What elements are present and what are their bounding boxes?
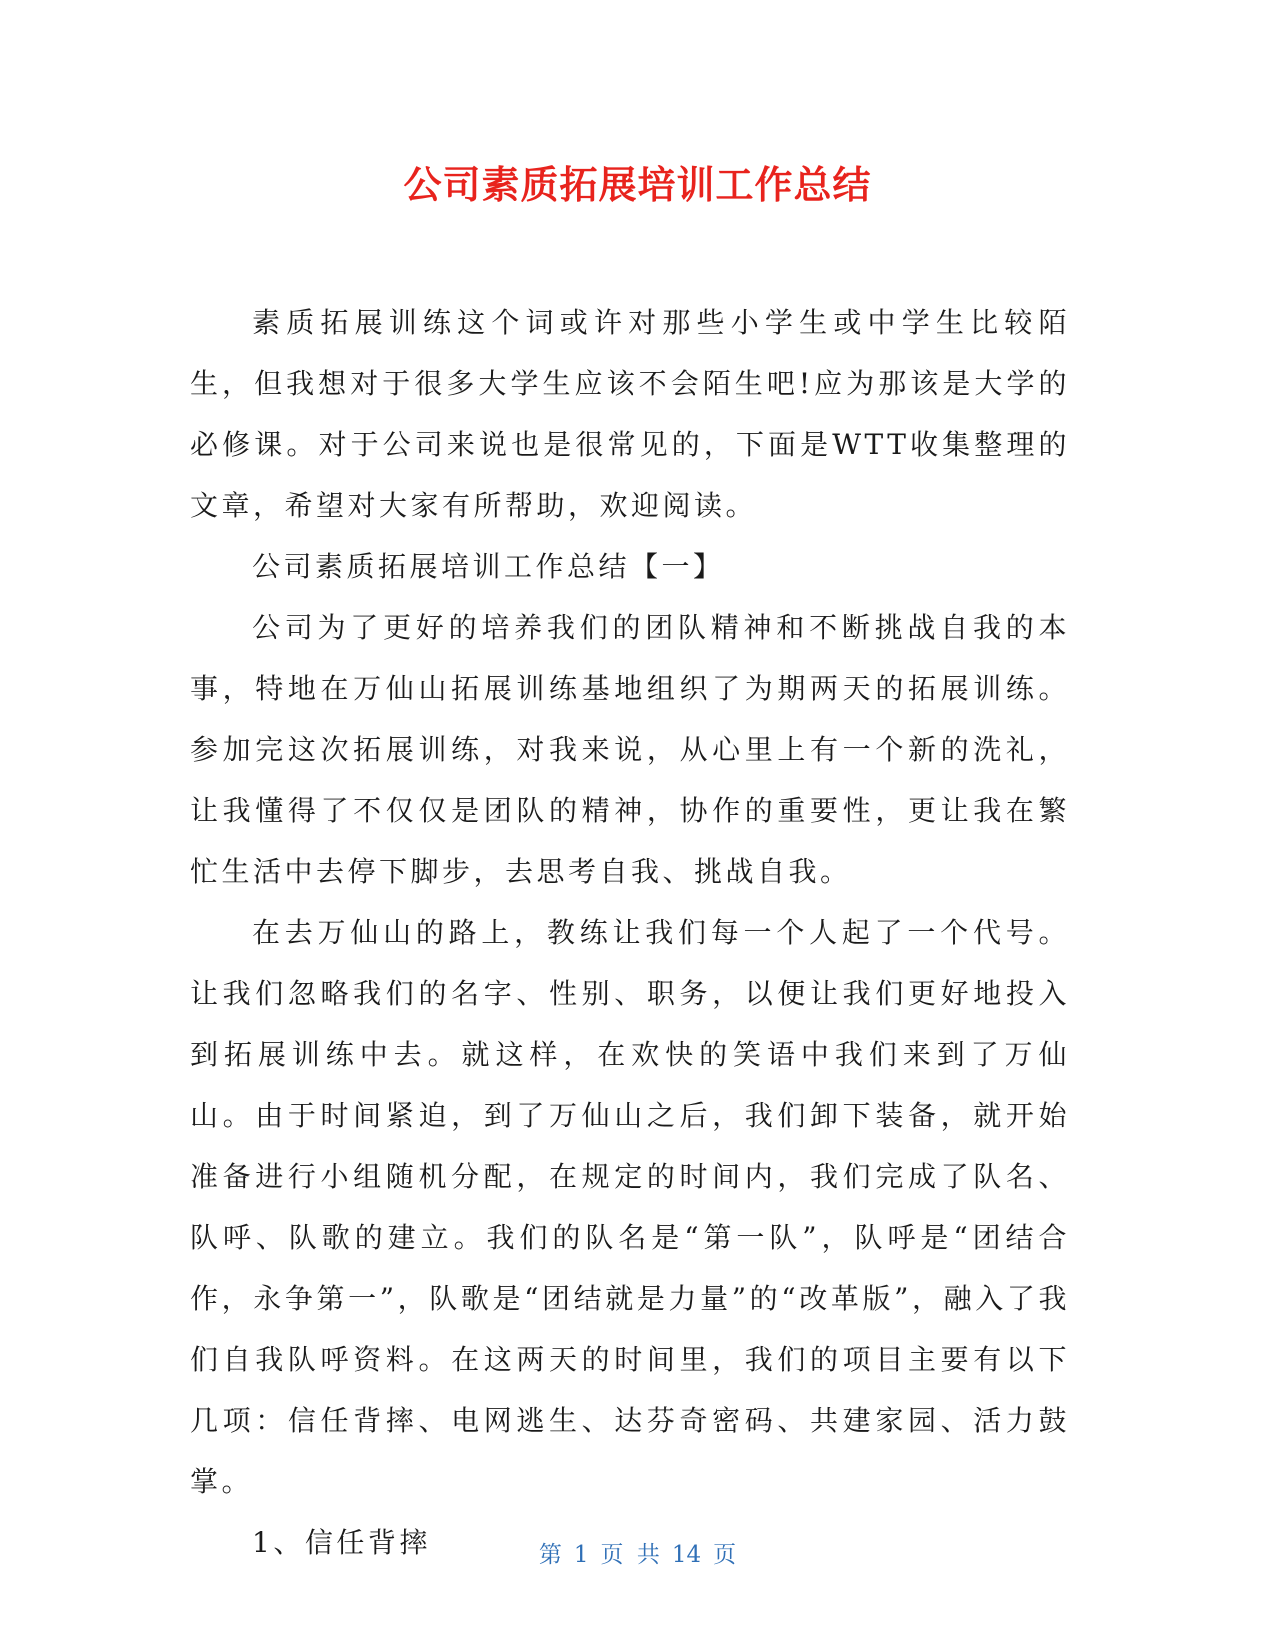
list-item-heading: 1、信任背摔 [252, 1526, 431, 1559]
page-label-suffix: 页 [713, 1542, 737, 1568]
total-pages-number: 14 [671, 1542, 702, 1568]
page-label-prefix: 第 [538, 1542, 562, 1568]
page-label-mid: 页 共 [600, 1542, 660, 1568]
intro-paragraph: 素质拓展训练这个词或许对那些小学生或中学生比较陌生，但我想对于很多大学生应该不会陌生吧!应为那该是大学的必修课。对于公司来说也是很常见的，下面是WTT收集整理的文章，希望对大家有所帮助，欢迎阅读。 [190, 306, 1070, 522]
body-paragraph: 在去万仙山的路上，教练让我们每一个人起了一个代号。让我们忽略我们的名字、性别、职务，以便让我们更好地投入到拓展训练中去。就这样，在欢快的笑语中我们来到了万仙山。由于时间紧迫，到了万仙山之后，我们卸下装备，就开始准备进行小组随机分配，在规定的时间内，我们完成了队名、队呼、队歌的建立。我们的队名是“第一队”，队呼是“团结合作，永争第一”，队歌是“团结就是力量”的“改革版”，融入了我们自我队呼资料。在这两天的时间里，我们的项目主要有以下几项：信任背摔、电网逃生、达芬奇密码、共建家园、活力鼓掌。 [190, 916, 1070, 1498]
document-body [190, 292, 1070, 1573]
current-page-number: 1 [573, 1542, 589, 1568]
page-footer [0, 1540, 1275, 1570]
document-title: 公司素质拓展培训工作总结 [403, 163, 872, 207]
section-heading: 公司素质拓展培训工作总结【一】 [252, 550, 725, 583]
body-paragraph: 公司为了更好的培养我们的团队精神和不断挑战自我的本事，特地在万仙山拓展训练基地组织了为期两天的拓展训练。参加完这次拓展训练，对我来说，从心里上有一个新的洗礼，让我懂得了不仅仅是团队的精神，协作的重要性，更让我在繁忙生活中去停下脚步，去思考自我、挑战自我。 [190, 611, 1070, 888]
